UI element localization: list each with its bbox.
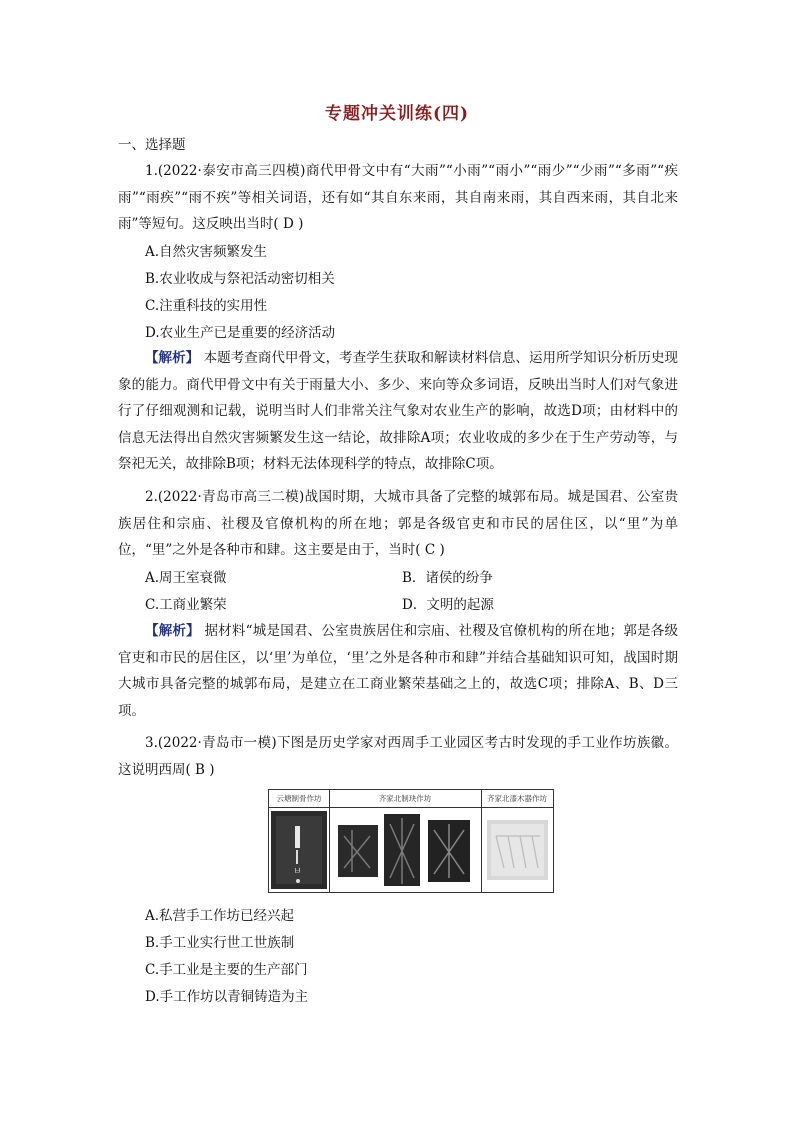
emblem-figure (268, 789, 554, 893)
question-3-stem: 3.(2022·青岛市一模)下图是历史学家对西周手工业园区考古时发现的手工业作坊族徽。这说明西周( B ) (118, 735, 678, 778)
analysis-tag: 【解析】 (145, 623, 200, 639)
q2-analysis (118, 618, 678, 724)
question-1-stem: 1.(2022·泰安市高三四模)商代甲骨文中有“大雨”“小雨”“雨小”“雨少”“少雨”“多雨”“疾雨”“雨疾”“雨不疾”等相关词语，还有如“其自东来雨，其自南来雨，其自西来雨，其自北来雨”等短句。这反映出当时( D ) (118, 163, 678, 232)
jade-workshop-emblem-image (330, 808, 481, 892)
q1-analysis (118, 345, 678, 478)
page-title: 专题冲关训练(四) (324, 104, 470, 124)
q1-option-b: B.农业收成与祭祀活动密切相关 (145, 271, 335, 287)
q2-option-a: A.周王室衰微 (145, 570, 227, 586)
q3-option-a: A.私营手工作坊已经兴起 (145, 908, 295, 924)
q3-option-d: D.手工作坊以青铜铸造为主 (145, 989, 309, 1005)
section-heading: 一、选择题 (118, 137, 186, 153)
q2-option-b: B．诸侯的纷争 (402, 570, 493, 586)
q1-option-c: C.注重科技的实用性 (145, 298, 268, 314)
q1-option-a: A.自然灾害频繁发生 (145, 244, 268, 260)
question-2-stem: 2.(2022·青岛市高三二模)战国时期，大城市具备了完整的城郭布局。城是国君、公室贵族居住和宗庙、社稷及官僚机构的所在地；郭是各级官吏和市民的居住区，以“里”为单位，“里”之外是各种市和肆。这主要是由于，当时( C ) (118, 489, 678, 558)
q2-option-d: D．文明的起源 (402, 597, 494, 613)
figure-header-2: 齐家北制玦作坊 (329, 790, 481, 808)
q2-option-c: C.工商业繁荣 (145, 597, 227, 613)
figure-header-1: 云塘制骨作坊 (269, 790, 329, 808)
lacquer-workshop-emblem-image (482, 808, 553, 892)
q2-analysis-text: 据材料“城是国君、公室贵族居住和宗庙、社稷及官僚机构的所在地；郭是各级官吏和市民的居住区，以‘里’为单位，‘里’之外是各种市和肆”并结合基础知识可知，战国时期大城市具备完整的城郭布局，是建立在工商业繁荣基础之上的，故选C项；排除A、B、D三项。 (118, 623, 679, 719)
q3-option-b: B.手工业实行世工世族制 (145, 935, 295, 951)
analysis-tag: 【解析】 (145, 350, 200, 366)
q3-option-c: C.手工业是主要的生产部门 (145, 962, 308, 978)
figure-header-3: 齐家北漆木器作坊 (481, 790, 553, 808)
svg-text:ㅂ: ㅂ (293, 867, 302, 877)
q1-analysis-text: 本题考查商代甲骨文，考查学生获取和解读材料信息、运用所学知识分析历史现象的能力。商代甲骨文中有关于雨量大小、多少、来向等众多词语，反映出当时人们对气象进行了仔细观测和记载，说明当时人们非常关注气象对农业生产的影响，故选D项；由材料中的信息无法得出自然灾害频繁发生这一结论，故排除A项；农业收成的多少在于生产劳动等，与祭祀无关，故排除B项；材料无法体现科学的特点，故排除C项。 (118, 350, 679, 472)
bone-workshop-emblem-image (269, 808, 329, 892)
q1-option-d: D.农业生产已是重要的经济活动 (145, 325, 336, 341)
